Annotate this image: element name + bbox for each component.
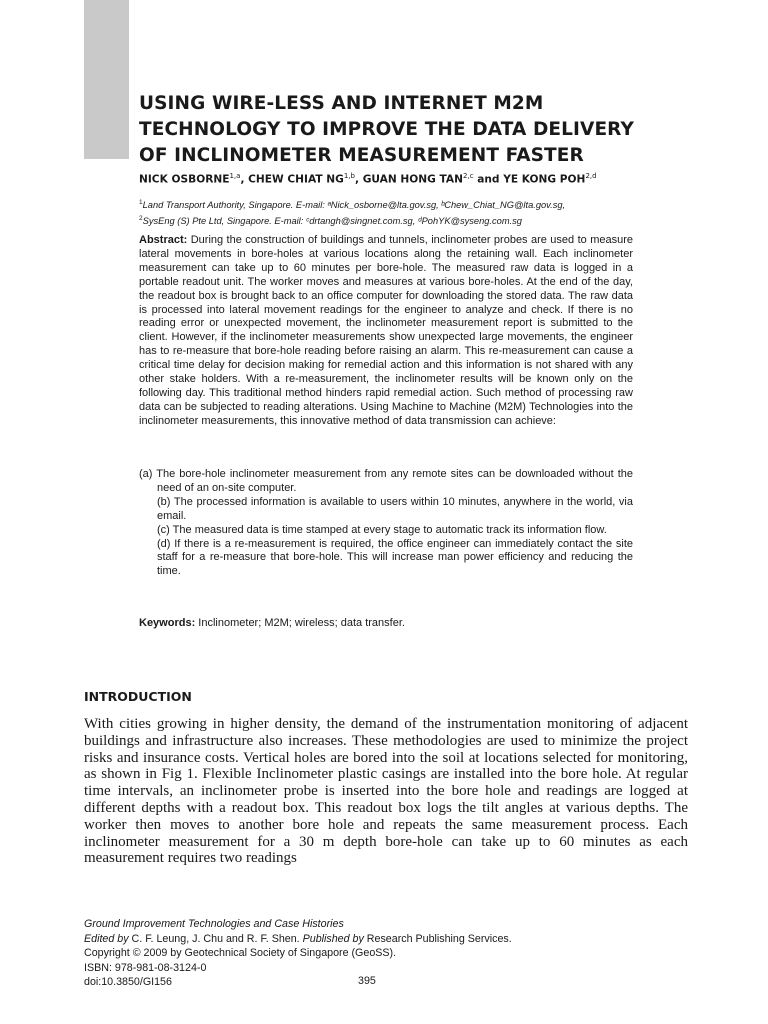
author-separator: , [240,173,249,186]
affiliations [139,196,739,228]
author-name: GUAN HONG TAN [362,173,464,186]
author-affiliation-mark: 2,c [463,172,474,180]
book-title: Ground Improvement Technologies and Case Histories [84,918,344,930]
copyright-line: Copyright © 2009 by Geotechnical Society of Singapore (GeoSS). [84,947,397,959]
editors-line [84,932,684,947]
author-affiliation-mark: 1,a [229,172,241,180]
author-affiliation-mark: 2,d [585,172,597,180]
abstract-label: Abstract: [139,234,188,246]
decorative-side-tab [84,0,129,159]
introduction-paragraph: With cities growing in higher density, the demand of the instrumentation monitoring of adjacent buildings and infrastructure also increases. These methodologies are used to minimize the project risks and insurance costs. Vertical holes are bored into the soil at locations selected for monitoring, as shown in Fig 1. Flexible Inclinometer plastic casings are installed into the bore hole. At regular time intervals, an inclinometer probe is inserted into the bore hole and readings are logged at different depths with a readout box. This readout box logs the tilt angles at various depths. The worker then moves to another bore hole and repeats the same measurement process. Each inclinometer measurement for a 30 m depth bore-hole can take up to 60 minutes as each measurement requires two readings [84,716,688,867]
keywords-label: Keywords: [139,617,196,629]
author-name: YE KONG POH [503,173,586,186]
affiliation-line [139,196,739,212]
affiliation-line [139,212,739,228]
abstract [139,234,633,429]
editors: C. F. Leung, J. Chu and R. F. Shen. [128,932,303,945]
author-name: NICK OSBORNE [139,173,230,186]
list-item: (c) The measured data is time stamped at every stage to automatic track its information flow. [157,523,607,536]
affiliation-text: SysEng (S) Pte Ltd, Singapore. E-mail: ᶜdrtangh@singnet.com.sg, ᵈPohYK@syseng.com.sg [142,216,522,227]
author-affiliation-mark: 1,b [343,172,355,180]
author-name: CHEW CHIAT NG [248,173,344,186]
abstract-text: During the construction of buildings and tunnels, inclinometer probes are used to measure lateral movements in bore-holes at various locations along the retaining wall. Each inclinometer measurement can take up to 60 minutes per bore-hole. The measured raw data is logged in a portable readout unit. The worker moves and measures at various bore-holes. At the end of the day, the readout box is brought back to an office computer for downloading the stored data. The raw data is processed into lateral movement readings for the engineer to analyze and check. If there is no reading error or unexpected movement, the inclinometer measurement report is submitted to the client. However, if the inclinometer measurements show unexpected large movements, the engineer has to re-measure that bore-hole reading before raising an alarm. This re-measurement can cause a critical time delay for decision making for remedial action and this information is not shared with any other stake holders. With a re-measurement, the inclinometer results will be known only on the following day. This traditional method hinders rapid remedial action. Such method of processing raw data can be subjected to reading alterations. Using Machine to Machine (M2M) Technologies into the inclinometer measurements, this innovative method of data transmission can achieve: [139,234,633,427]
affiliation-number: 2 [139,215,143,223]
title-line: OF INCLINOMETER MEASUREMENT FASTER [139,145,584,166]
author-list [139,172,739,186]
affiliation-text: Land Transport Authority, Singapore. E-mail: ᵃNick_osborne@lta.gov.sg, ᵇChew_Chiat_NG@lta.gov.sg, [142,200,566,211]
isbn-line: ISBN: 978-981-08-3124-0 [84,961,207,974]
achievement-list [139,468,633,579]
page-footer [84,917,684,990]
published-by-label: Published by [302,932,364,945]
doi-line: doi:10.3850/GI156 [84,976,172,988]
list-item: (a) The bore-hole inclinometer measurement from any remote sites can be downloaded without the need of an on-site computer. [139,468,633,494]
paper-title [139,91,699,169]
section-heading: INTRODUCTION [84,689,192,704]
author-conjunction: and [473,173,504,186]
list-item: (b) The processed information is available to users within 10 minutes, anywhere in the world, via email. [157,495,633,522]
keywords [139,617,633,629]
page-number: 395 [358,975,376,987]
author-separator: , [354,173,363,186]
affiliation-number: 1 [139,199,143,206]
publisher: Research Publishing Services. [363,932,512,945]
list-item: (d) If there is a re-measurement is required, the office engineer can immediately contact the site staff for a re-measure that bore-hole. This will increase man power efficiency and reducing the time. [157,537,633,578]
title-line: TECHNOLOGY TO IMPROVE THE DATA DELIVERY [139,119,635,140]
edited-by-label: Edited by [84,932,129,945]
keywords-text: Inclinometer; M2M; wireless; data transfer. [195,617,405,629]
title-line: USING WIRE-LESS AND INTERNET M2M [139,93,544,114]
